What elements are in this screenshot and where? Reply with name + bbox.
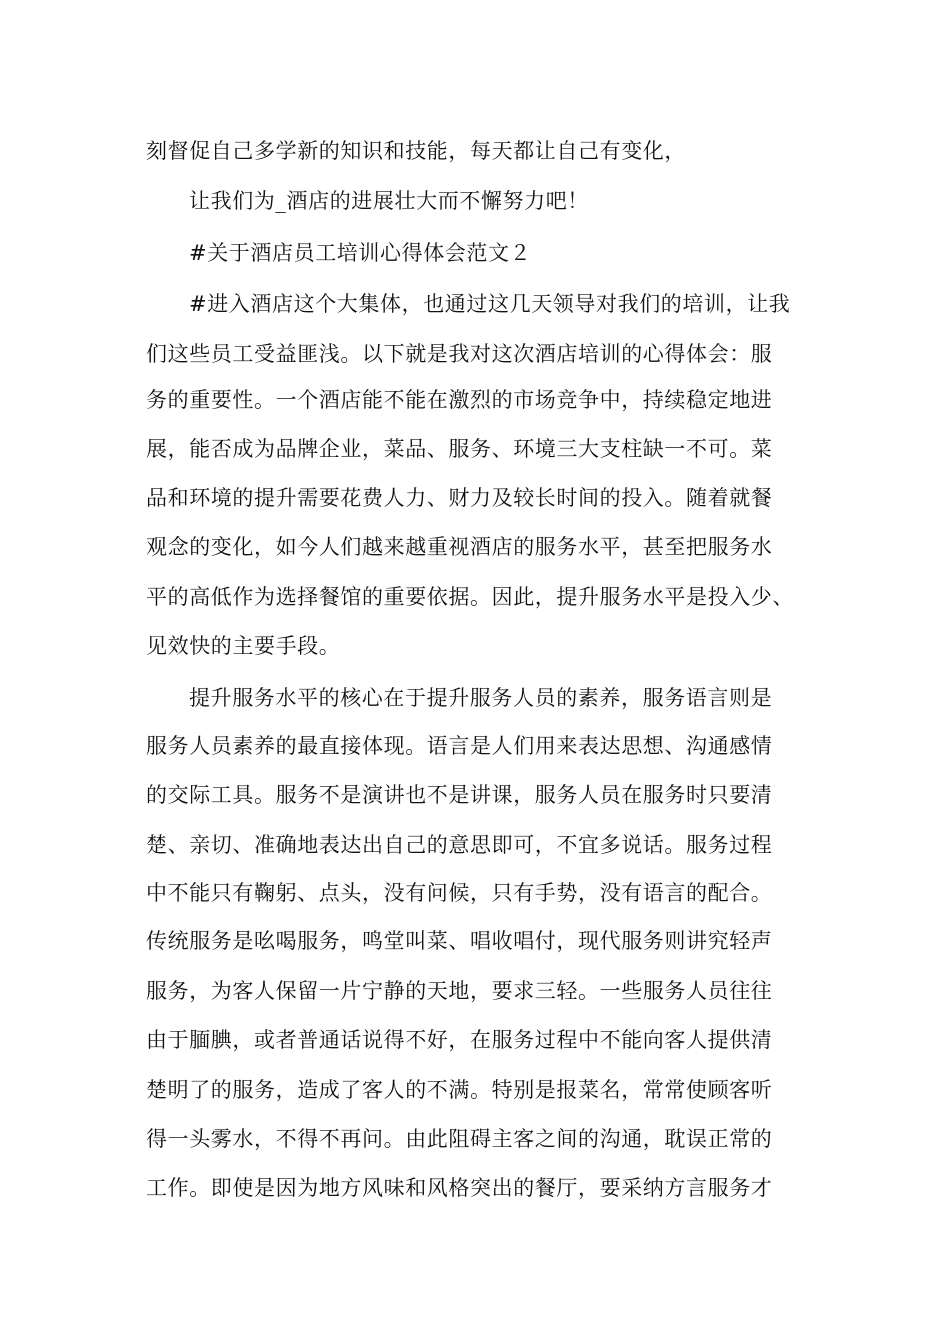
text-line: 楚明了的服务，造成了客人的不满。特别是报菜名，常常使顾客听 xyxy=(146,1078,773,1102)
text-line: 平的高低作为选择餐馆的重要依据。因此，提升服务水平是投入少、 xyxy=(146,585,794,609)
text-line: 的交际工具。服务不是演讲也不是讲课，服务人员在服务时只要清 xyxy=(146,783,773,807)
text-line: 服务人员素养的最直接体现。语言是人们用来表达思想、沟通感情 xyxy=(146,734,773,758)
text-line: 见效快的主要手段。 xyxy=(146,634,341,658)
text-line: 展，能否成为品牌企业，菜品、服务、环境三大支柱缺一不可。菜 xyxy=(146,437,773,461)
text-line: 中不能只有鞠躬、点头，没有问候，只有手势，没有语言的配合。 xyxy=(146,881,773,905)
text-line: 让我们为_酒店的进展壮大而不懈努力吧！ xyxy=(189,189,589,213)
text-line: 刻督促自己多学新的知识和技能，每天都让自己有变化， xyxy=(146,139,686,163)
text-line: 们这些员工受益匪浅。以下就是我对这次酒店培训的心得体会：服 xyxy=(146,342,773,366)
text-line: 务的重要性。一个酒店能不能在激烈的市场竞争中，持续稳定地进 xyxy=(146,388,773,412)
text-line: 品和环境的提升需要花费人力、财力及较长时间的投入。随着就餐 xyxy=(146,486,773,510)
text-line: 由于腼腆，或者普通话说得不好，在服务过程中不能向客人提供清 xyxy=(146,1028,773,1052)
text-line: 工作。即使是因为地方风味和风格突出的餐厅，要采纳方言服务才 xyxy=(146,1176,773,1200)
text-line: #进入酒店这个大集体，也通过这几天领导对我们的培训，让我 xyxy=(189,292,791,316)
text-line: 观念的变化，如今人们越来越重视酒店的服务水平，甚至把服务水 xyxy=(146,535,773,559)
text-line: 提升服务水平的核心在于提升服务人员的素养，服务语言则是 xyxy=(189,686,773,710)
text-line: 楚、亲切、准确地表达出自己的意思即可，不宜多说话。服务过程 xyxy=(146,833,773,857)
section-heading: #关于酒店员工培训心得体会范文２ xyxy=(189,241,532,265)
text-line: 服务，为客人保留一片宁静的天地，要求三轻。一些服务人员往往 xyxy=(146,979,773,1003)
text-line: 得一头雾水，不得不再问。由此阻碍主客之间的沟通，耽误正常的 xyxy=(146,1127,773,1151)
text-line: 传统服务是吆喝服务，鸣堂叫菜、唱收唱付，现代服务则讲究轻声 xyxy=(146,929,773,953)
